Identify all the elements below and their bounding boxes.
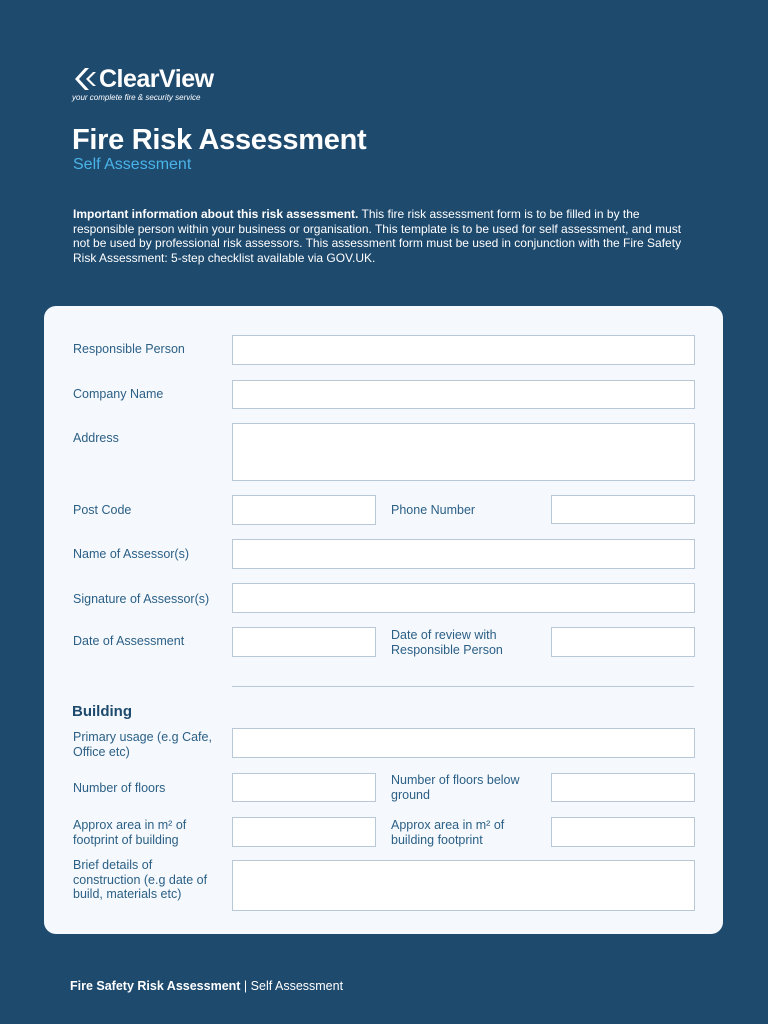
form-card xyxy=(44,306,723,934)
floors-below-ground-field[interactable] xyxy=(551,773,695,802)
number-of-floors-field[interactable] xyxy=(232,773,376,802)
company-name-field[interactable] xyxy=(232,380,695,409)
area-building-footprint-field[interactable] xyxy=(551,817,695,847)
assessor-signature-label: Signature of Assessor(s) xyxy=(73,592,210,606)
section-divider xyxy=(232,686,694,687)
construction-details-field[interactable] xyxy=(232,860,695,911)
phone-number-field[interactable] xyxy=(551,495,695,524)
building-section-heading: Building xyxy=(72,703,132,720)
date-of-review-field[interactable] xyxy=(551,627,695,657)
assessor-signature-field[interactable] xyxy=(232,583,695,613)
company-name-label: Company Name xyxy=(73,387,164,401)
primary-usage-field[interactable] xyxy=(232,728,695,758)
number-of-floors-label: Number of floors xyxy=(73,781,166,795)
date-of-assessment-label: Date of Assessment xyxy=(73,634,185,648)
brand-logo xyxy=(72,66,214,102)
responsible-person-label: Responsible Person xyxy=(73,342,185,356)
intro-text: This fire risk assessment form is to be filled in by the responsible person within your business or organisation. This template is to be used for self assessment, and must not be used by professional risk assessors. This assessment form must be used in conjunction with the Fire Safety Risk Assessment: 5-step checklist available via GOV.UK. xyxy=(73,207,682,265)
date-of-review-label: Date of review with Responsible Person xyxy=(391,628,503,657)
assessor-name-label: Name of Assessor(s) xyxy=(73,547,190,561)
footer-bold: Fire Safety Risk Assessment xyxy=(70,979,241,993)
page-title: Fire Risk Assessment xyxy=(72,124,367,156)
floors-below-ground-label: Number of floors below ground xyxy=(391,773,520,802)
phone-number-label: Phone Number xyxy=(391,503,476,517)
footer-separator: | xyxy=(240,979,251,993)
area-building-footprint-label: Approx area in m² of building footprint xyxy=(391,818,505,847)
footer xyxy=(70,979,343,993)
date-of-assessment-field[interactable] xyxy=(232,627,376,657)
brand-tagline: your complete fire & security service xyxy=(72,93,201,102)
page-subtitle: Self Assessment xyxy=(73,156,192,173)
clearview-chevron-icon xyxy=(72,66,98,92)
brand-name: ClearView xyxy=(99,65,214,93)
area-footprint-field[interactable] xyxy=(232,817,376,847)
footer-text: Self Assessment xyxy=(250,979,344,993)
address-label: Address xyxy=(73,431,119,445)
primary-usage-label: Primary usage (e.g Cafe, Office etc) xyxy=(73,730,212,759)
intro-bold: Important information about this risk assessment. xyxy=(73,207,359,221)
address-field[interactable] xyxy=(232,423,695,481)
construction-details-label: Brief details of construction (e.g date of build, materials etc) xyxy=(73,858,208,901)
post-code-label: Post Code xyxy=(73,503,132,517)
intro-paragraph xyxy=(73,207,695,265)
post-code-field[interactable] xyxy=(232,495,376,525)
area-footprint-label: Approx area in m² of footprint of building xyxy=(73,818,187,847)
assessor-name-field[interactable] xyxy=(232,539,695,569)
responsible-person-field[interactable] xyxy=(232,335,695,365)
